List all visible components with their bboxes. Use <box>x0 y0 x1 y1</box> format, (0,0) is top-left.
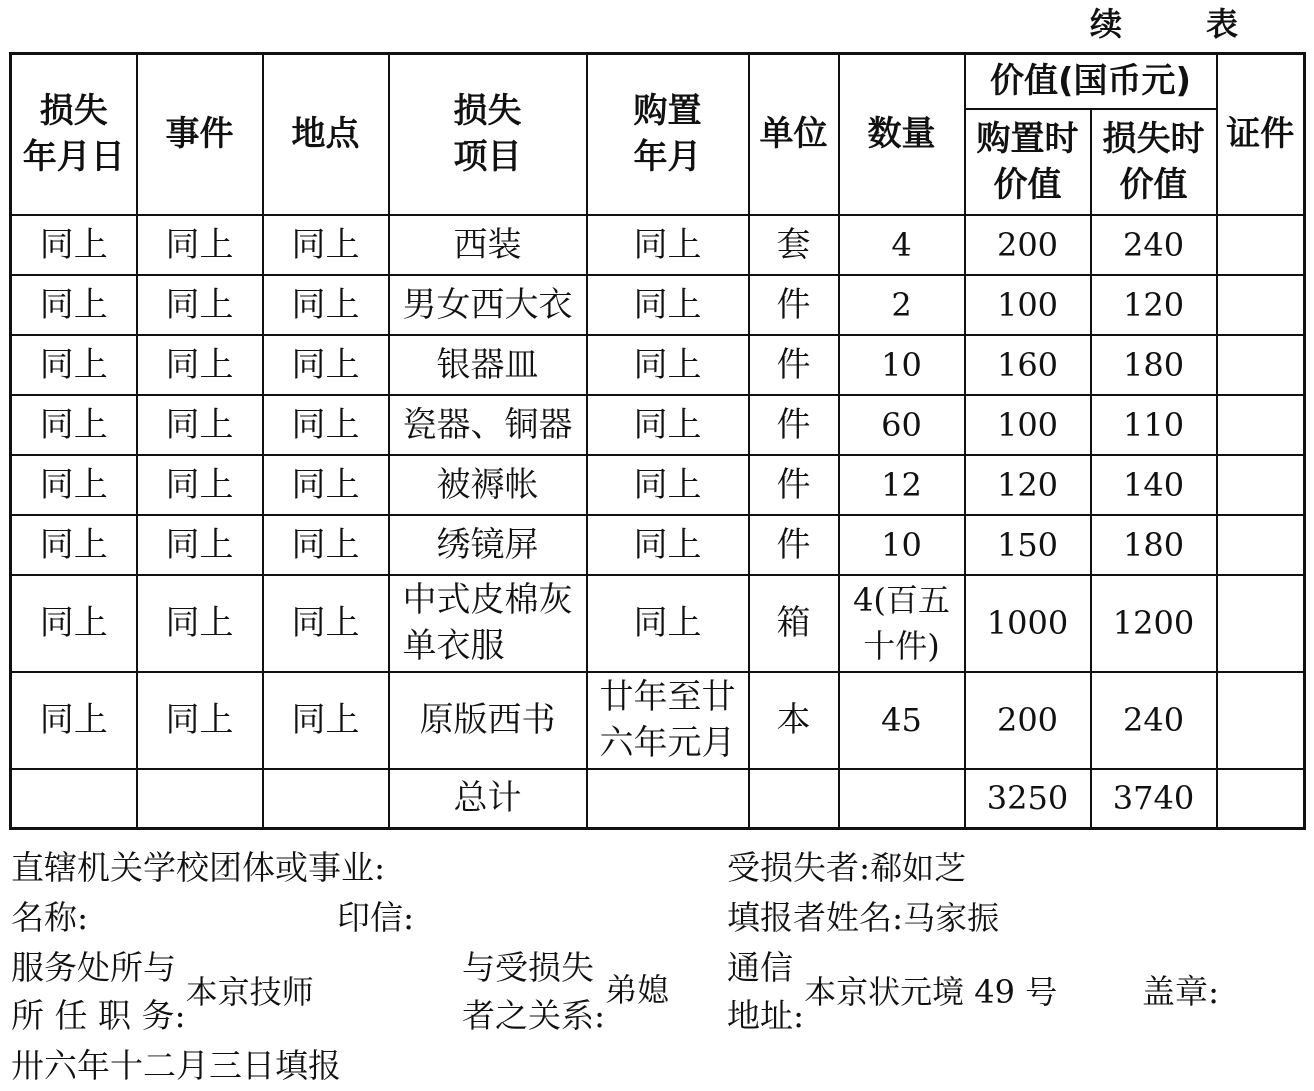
cell-item: 中式皮棉灰 单衣服 <box>389 575 587 672</box>
date-line: 卅六年十二月三日填报 <box>11 1046 341 1085</box>
reporter-name: 马家振 <box>903 899 1000 937</box>
service-value: 本京技师 <box>185 973 314 1011</box>
relation-label-line2: 者之关系: <box>462 996 606 1035</box>
reporter-field <box>727 896 999 940</box>
cell-value-at-purchase: 200 <box>965 672 1091 769</box>
table-row <box>11 455 1305 515</box>
reporter-label: 填报者姓名: <box>727 898 904 937</box>
cell-purchase-date: 同上 <box>587 395 749 455</box>
cell-event: 同上 <box>137 672 263 769</box>
cell-event: 同上 <box>137 215 263 275</box>
table-row <box>11 215 1305 275</box>
table-row <box>11 275 1305 335</box>
cell-loss-date: 同上 <box>11 335 137 395</box>
table-row <box>11 515 1305 575</box>
header-loss-date: 损失 年月日 <box>11 54 137 215</box>
cell-unit: 箱 <box>749 575 839 672</box>
table-row <box>11 672 1305 769</box>
service-label-line1: 服务处所与 <box>11 948 176 987</box>
cell-event: 同上 <box>137 275 263 335</box>
header-value-group: 价值(国币元) <box>965 54 1217 109</box>
total-label: 总计 <box>389 769 587 829</box>
total-row <box>11 769 1305 829</box>
continued-label: 续 表 <box>1089 5 1264 43</box>
cell-location: 同上 <box>263 455 389 515</box>
loss-table <box>9 52 1306 830</box>
cell-value-at-purchase: 150 <box>965 515 1091 575</box>
cell-quantity: 10 <box>839 335 965 395</box>
cell-value-at-loss: 140 <box>1091 455 1217 515</box>
cell-loss-date: 同上 <box>11 395 137 455</box>
cell-certificate <box>1217 275 1305 335</box>
cell-purchase-date: 同上 <box>587 515 749 575</box>
cell-certificate <box>1217 455 1305 515</box>
cell-location: 同上 <box>263 275 389 335</box>
cell-empty <box>137 769 263 829</box>
cell-purchase-date: 廿年至廿 六年元月 <box>587 672 749 769</box>
relation-label-line1: 与受损失 <box>462 948 594 987</box>
address-label-line1: 通信 <box>727 948 793 987</box>
cell-value-at-loss: 120 <box>1091 275 1217 335</box>
cell-purchase-date: 同上 <box>587 575 749 672</box>
cell-location: 同上 <box>263 395 389 455</box>
name-label: 名称: <box>11 898 89 937</box>
cell-loss-date: 同上 <box>11 515 137 575</box>
service-label-line2: 所 任 职 务: <box>11 996 186 1035</box>
cell-value-at-loss: 110 <box>1091 395 1217 455</box>
cell-quantity: 2 <box>839 275 965 335</box>
cell-quantity: 10 <box>839 515 965 575</box>
table-row <box>11 335 1305 395</box>
relation-value: 弟媳 <box>605 971 670 1009</box>
cell-loss-date: 同上 <box>11 215 137 275</box>
cell-item: 被褥帐 <box>389 455 587 515</box>
cell-certificate <box>1217 335 1305 395</box>
service-field <box>11 944 314 1040</box>
header-value-at-loss: 损失时 价值 <box>1091 109 1217 215</box>
header-item: 损失 项目 <box>389 54 587 215</box>
seal-label: 印信: <box>337 898 415 937</box>
cell-value-at-loss: 1200 <box>1091 575 1217 672</box>
cell-item: 瓷器、铜器 <box>389 395 587 455</box>
cell-unit: 件 <box>749 395 839 455</box>
org-label: 直辖机关学校团体或事业: <box>11 848 386 887</box>
cell-purchase-date: 同上 <box>587 455 749 515</box>
cell-event: 同上 <box>137 455 263 515</box>
header-unit: 单位 <box>749 54 839 215</box>
cell-location: 同上 <box>263 515 389 575</box>
cell-empty <box>263 769 389 829</box>
cell-certificate <box>1217 575 1305 672</box>
cell-empty <box>11 769 137 829</box>
cell-quantity: 4(百五 十件) <box>839 575 965 672</box>
cell-value-at-loss: 240 <box>1091 672 1217 769</box>
cell-unit: 套 <box>749 215 839 275</box>
address-label-line2: 地址: <box>727 996 805 1035</box>
total-value-at-loss: 3740 <box>1091 769 1217 829</box>
cell-value-at-loss: 240 <box>1091 215 1217 275</box>
victim-field <box>727 846 966 890</box>
cell-item: 原版西书 <box>389 672 587 769</box>
cell-value-at-purchase: 200 <box>965 215 1091 275</box>
victim-label: 受损失者: <box>727 848 871 887</box>
cell-value-at-purchase: 1000 <box>965 575 1091 672</box>
cell-empty <box>587 769 749 829</box>
header-purchase-date: 购置 年月 <box>587 54 749 215</box>
cell-loss-date: 同上 <box>11 575 137 672</box>
header-value-at-purchase: 购置时 价值 <box>965 109 1091 215</box>
victim-name: 郗如芝 <box>870 849 967 887</box>
header-certificate: 证件 <box>1217 54 1305 215</box>
cell-purchase-date: 同上 <box>587 215 749 275</box>
cell-certificate <box>1217 672 1305 769</box>
cell-unit: 件 <box>749 455 839 515</box>
cell-unit: 本 <box>749 672 839 769</box>
address-value: 本京状元境 49 号 <box>804 973 1058 1011</box>
cell-item: 西装 <box>389 215 587 275</box>
cell-quantity: 60 <box>839 395 965 455</box>
cell-value-at-loss: 180 <box>1091 515 1217 575</box>
cell-event: 同上 <box>137 515 263 575</box>
cell-value-at-purchase: 100 <box>965 395 1091 455</box>
cell-location: 同上 <box>263 215 389 275</box>
cell-value-at-loss: 180 <box>1091 335 1217 395</box>
header-event: 事件 <box>137 54 263 215</box>
table-row <box>11 395 1305 455</box>
cell-empty <box>1217 769 1305 829</box>
cell-item: 银器皿 <box>389 335 587 395</box>
cell-value-at-purchase: 100 <box>965 275 1091 335</box>
cell-certificate <box>1217 515 1305 575</box>
cell-certificate <box>1217 215 1305 275</box>
cell-quantity: 45 <box>839 672 965 769</box>
cell-certificate <box>1217 395 1305 455</box>
table-row <box>11 575 1305 672</box>
header-quantity: 数量 <box>839 54 965 215</box>
address-field <box>727 944 1057 1040</box>
cell-loss-date: 同上 <box>11 455 137 515</box>
cell-unit: 件 <box>749 335 839 395</box>
cell-quantity: 4 <box>839 215 965 275</box>
cell-loss-date: 同上 <box>11 672 137 769</box>
cell-value-at-purchase: 160 <box>965 335 1091 395</box>
cell-location: 同上 <box>263 575 389 672</box>
total-value-at-purchase: 3250 <box>965 769 1091 829</box>
cell-unit: 件 <box>749 275 839 335</box>
cell-event: 同上 <box>137 395 263 455</box>
cell-event: 同上 <box>137 575 263 672</box>
cell-item: 绣镜屏 <box>389 515 587 575</box>
relation-field <box>462 944 669 1040</box>
stamp-label: 盖章: <box>1142 972 1220 1011</box>
cell-value-at-purchase: 120 <box>965 455 1091 515</box>
cell-quantity: 12 <box>839 455 965 515</box>
cell-unit: 件 <box>749 515 839 575</box>
cell-empty <box>839 769 965 829</box>
cell-event: 同上 <box>137 335 263 395</box>
cell-loss-date: 同上 <box>11 275 137 335</box>
header-location: 地点 <box>263 54 389 215</box>
cell-location: 同上 <box>263 672 389 769</box>
cell-item: 男女西大衣 <box>389 275 587 335</box>
cell-empty <box>749 769 839 829</box>
cell-purchase-date: 同上 <box>587 275 749 335</box>
cell-location: 同上 <box>263 335 389 395</box>
cell-purchase-date: 同上 <box>587 335 749 395</box>
